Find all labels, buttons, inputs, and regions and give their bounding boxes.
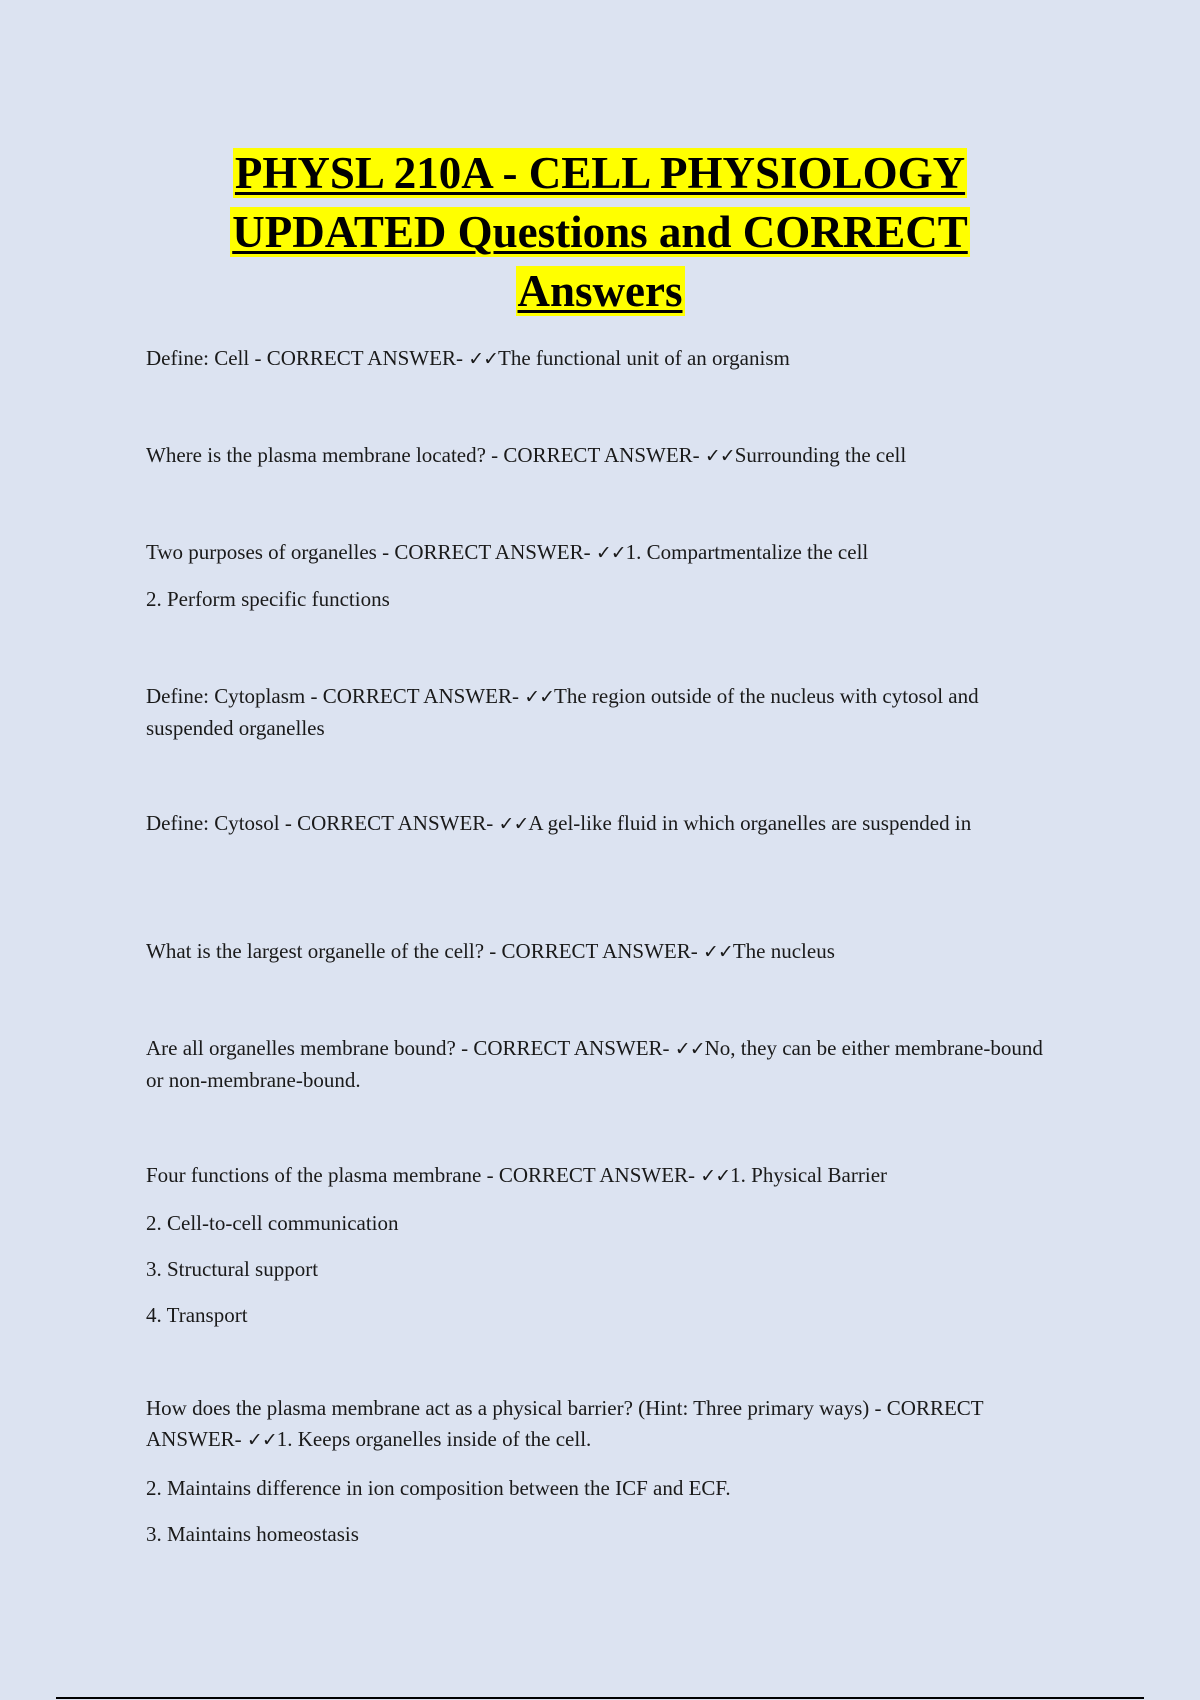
question-text: Two purposes of organelles -: [146, 540, 390, 564]
answer-marker: CORRECT ANSWER-: [503, 443, 700, 467]
qa-entry: [146, 1160, 1046, 1192]
answer-marker: CORRECT ANSWER-: [473, 1036, 670, 1060]
answer-text: 1. Compartmentalize the cell: [625, 540, 869, 564]
question-text: Where is the plasma membrane located? -: [146, 443, 499, 467]
list-item: 2. Perform specific functions: [146, 587, 390, 611]
check-marks-icon: ✓✓: [704, 445, 735, 467]
qa-entry: [146, 936, 1046, 968]
question-text: What is the largest organelle of the cell? -: [146, 939, 497, 963]
question-text: Define: Cytosol -: [146, 811, 292, 835]
document-title: [0, 144, 1200, 321]
answer-text: The nucleus: [732, 939, 835, 963]
list-item: 4. Transport: [146, 1303, 248, 1327]
list-item: 3. Maintains homeostasis: [146, 1522, 359, 1546]
qa-entry: [146, 1393, 1046, 1456]
qa-entry: [146, 440, 1046, 472]
question-text: Define: Cell -: [146, 346, 262, 370]
answer-text: The region outside of the nucleus with cytosol and suspended organelles: [146, 684, 979, 740]
list-item: 2. Maintains difference in ion composition between the ICF and ECF.: [146, 1476, 731, 1500]
check-marks-icon: ✓✓: [498, 813, 529, 835]
question-text: Are all organelles membrane bound? -: [146, 1036, 469, 1060]
answer-marker: CORRECT ANSWER-: [501, 939, 698, 963]
answer-text: No, they can be either membrane-bound or non-membrane-bound.: [146, 1036, 1043, 1092]
answer-text: The functional unit of an organism: [498, 346, 790, 370]
answer-marker: CORRECT ANSWER-: [394, 540, 591, 564]
answer-marker: CORRECT ANSWER-: [146, 1396, 984, 1451]
qa-entry: [146, 1033, 1046, 1096]
footer-rule: [56, 1697, 1144, 1699]
qa-entry: [146, 681, 1046, 744]
check-marks-icon: ✓✓: [595, 542, 626, 564]
answer-marker: CORRECT ANSWER-: [322, 684, 519, 708]
title-line-1: PHYSL 210A - CELL PHYSIOLOGY: [234, 148, 966, 198]
qa-entry: [146, 343, 1046, 375]
check-marks-icon: ✓✓: [246, 1429, 277, 1451]
qa-entry: [146, 537, 1046, 569]
answer-text: Surrounding the cell: [734, 443, 907, 467]
check-marks-icon: ✓✓: [468, 348, 499, 370]
check-marks-icon: ✓✓: [702, 941, 733, 963]
check-marks-icon: ✓✓: [700, 1165, 731, 1187]
question-text: Define: Cytoplasm -: [146, 684, 318, 708]
answer-marker: CORRECT ANSWER-: [297, 811, 494, 835]
answer-text: 1. Keeps organelles inside of the cell.: [276, 1427, 592, 1451]
list-item: 2. Cell-to-cell communication: [146, 1211, 399, 1235]
answer-text: 1. Physical Barrier: [730, 1163, 888, 1187]
title-line-3: Answers: [517, 266, 683, 316]
title-line-2: UPDATED Questions and CORRECT: [232, 207, 968, 257]
check-marks-icon: ✓✓: [674, 1038, 705, 1060]
answer-text: A gel-like fluid in which organelles are suspended in: [528, 811, 972, 835]
list-item: 3. Structural support: [146, 1257, 319, 1281]
question-text: How does the plasma membrane act as a physical barrier? (Hint: Three primary ways) -: [146, 1396, 882, 1420]
answer-marker: CORRECT ANSWER-: [266, 346, 463, 370]
answer-marker: CORRECT ANSWER-: [498, 1163, 696, 1187]
question-text: Four functions of the plasma membrane -: [146, 1163, 494, 1187]
check-marks-icon: ✓✓: [524, 686, 555, 708]
qa-entry: [146, 808, 1046, 840]
